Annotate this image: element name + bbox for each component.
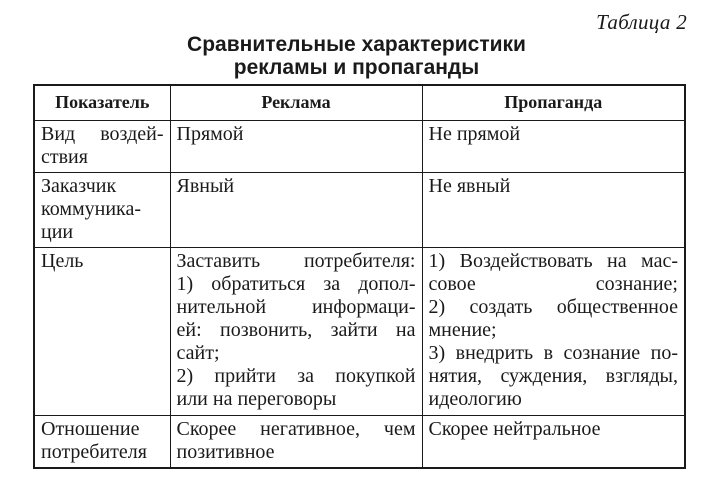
cell-line: Скорее негативное, чем [176, 418, 416, 440]
cell-line: совое сознание; [428, 273, 678, 295]
cell-propaganda-impact-type [422, 121, 685, 173]
cell-line: 1) обратиться за допол- [176, 273, 416, 295]
header-advertising: Реклама [170, 85, 422, 121]
cell-ad-communication-customer [170, 173, 422, 248]
cell-line: 1) Воздействовать на мас- [428, 250, 678, 272]
table-title [0, 33, 713, 79]
header-indicator: Показатель [34, 85, 170, 121]
cell-line: сайт; [176, 342, 220, 364]
cell-line: ей: позвонить, зайти на [176, 319, 416, 341]
cell-line: позитивное [176, 441, 275, 463]
title-line-1: Сравнительные характеристики [187, 33, 526, 56]
cell-line: Явный [176, 175, 235, 197]
table-row [34, 248, 685, 416]
header-propaganda: Пропаганда [422, 85, 685, 121]
cell-propaganda-communication-customer [422, 173, 685, 248]
cell-indicator-impact-type [34, 121, 170, 173]
table-number: Таблица 2 [596, 10, 687, 34]
cell-line: мнение; [428, 319, 497, 341]
cell-line: или на переговоры [176, 388, 337, 410]
cell-line: Заставить потребителя: [176, 250, 416, 272]
table-row [34, 121, 685, 173]
cell-line: ции [41, 221, 74, 243]
table-header-row [34, 85, 685, 121]
comparison-table [33, 84, 686, 469]
cell-propaganda-goal [422, 248, 685, 416]
cell-line: ствия [41, 146, 88, 168]
cell-ad-goal [170, 248, 422, 416]
title-line-2: рекламы и пропаганды [233, 56, 480, 79]
cell-line: нятия, суждения, взгляды, [428, 365, 678, 387]
cell-line: 2) создать общественное [428, 296, 678, 318]
cell-ad-consumer-attitude [170, 416, 422, 469]
cell-indicator-communication-customer [34, 173, 170, 248]
cell-line: Отношение [41, 418, 140, 440]
cell-line: потребителя [41, 441, 147, 463]
cell-line: 3) внедрить в сознание по- [428, 342, 678, 364]
cell-line: 2) прийти за покупкой [176, 365, 416, 387]
cell-ad-impact-type [170, 121, 422, 173]
cell-line: идеологию [428, 388, 522, 410]
cell-line: Вид воздей- [41, 123, 164, 145]
cell-line: коммуника- [41, 198, 141, 220]
table-row [34, 173, 685, 248]
cell-line: Не прямой [428, 123, 521, 145]
cell-indicator-goal [34, 248, 170, 416]
cell-line: нительной информаци- [176, 296, 416, 318]
cell-line: Скорее нейтральное [428, 418, 601, 440]
cell-indicator-consumer-attitude [34, 416, 170, 469]
cell-propaganda-consumer-attitude [422, 416, 685, 469]
cell-line: Цель [41, 250, 84, 272]
cell-line: Прямой [176, 123, 244, 145]
table-row [34, 416, 685, 469]
cell-line: Заказчик [41, 175, 117, 197]
cell-line: Не явный [428, 175, 511, 197]
